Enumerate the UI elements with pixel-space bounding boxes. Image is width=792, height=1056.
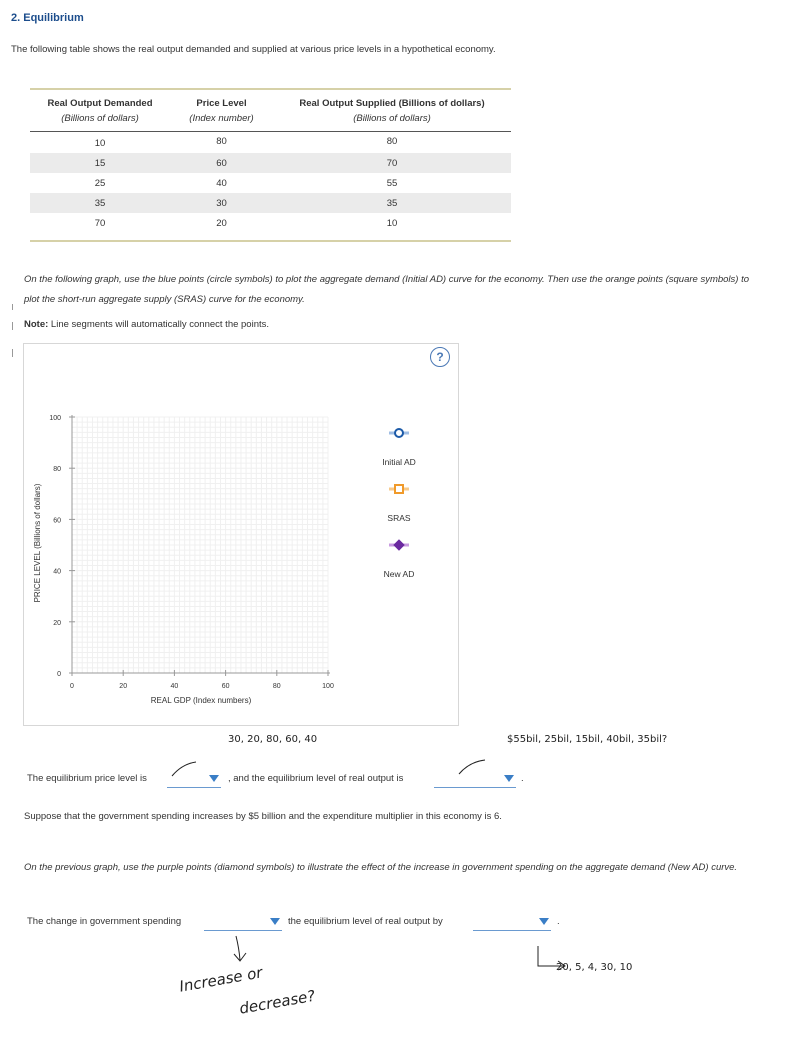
x-axis-label: REAL GDP (Index numbers) — [150, 696, 252, 705]
chevron-down-icon — [270, 918, 280, 925]
table-cell: 80 — [386, 136, 398, 147]
intro-text: The following table shows the real output demanded and supplied at various price levels in a hypothetical economy. — [11, 44, 496, 55]
scenario-text: Suppose that the government spending increases by $5 billion and the expenditure multiplier in this economy is 6. — [24, 811, 502, 822]
plot-instructions: On the following graph, use the blue points (circle symbols) to plot the aggregate demand (Initial AD) curve for the economy. Then use the orange points (square symbols) to plot the short-run aggregate supply (SRAS) curve for the economy. — [24, 274, 750, 305]
graph-grid — [72, 417, 328, 673]
column-label: Real Output Supplied (Billions of dollars) — [299, 98, 485, 109]
equilibrium-output-dropdown[interactable] — [434, 771, 516, 788]
table-row — [30, 173, 511, 193]
table-header-divider — [30, 131, 511, 132]
table-bottom-rule — [30, 240, 511, 242]
chevron-down-icon — [539, 918, 549, 925]
table-cell: 70 — [273, 153, 511, 173]
table-cell: 25 — [94, 177, 106, 189]
increase-note-line1: Increase or — [178, 963, 264, 996]
table-cell: 80 — [216, 136, 227, 147]
column-header-price — [170, 90, 273, 130]
table-cell: 15 — [30, 153, 170, 173]
margin-mark — [12, 322, 13, 330]
x-tick-label: 0 — [70, 683, 74, 690]
table-cell: 20 — [216, 217, 227, 229]
column-label: Price Level — [196, 98, 247, 109]
table-cell: 30 — [170, 193, 273, 213]
new-ad-tool[interactable] — [384, 540, 415, 579]
table-row — [30, 193, 511, 213]
output-change-dropdown[interactable] — [473, 914, 551, 931]
instruction-2: On the previous graph, use the purple points (diamond symbols) to illustrate the effect of the increase in government spending on the aggregate demand (New AD) curve. — [24, 862, 738, 873]
output-options-note: $55bil, 25bil, 15bil, 40bil, 35bil? — [507, 734, 668, 745]
table-cell: 40 — [216, 177, 227, 189]
margin-mark — [12, 349, 13, 357]
q1-end: . — [521, 773, 524, 784]
chevron-down-icon — [209, 775, 219, 782]
q2-end: . — [557, 916, 560, 927]
table-cell: 55 — [386, 177, 398, 189]
diamond-icon — [394, 540, 404, 550]
column-sub-label: (Billions of dollars) — [353, 113, 431, 124]
y-axis-label: PRICE LEVEL (Billions of dollars) — [33, 483, 42, 603]
y-tick-label: 100 — [49, 415, 61, 422]
help-icon[interactable]: ? — [430, 347, 450, 367]
y-tick-label: 0 — [57, 671, 61, 678]
page-title: 2. Equilibrium — [11, 12, 84, 24]
table-cell: 35 — [273, 193, 511, 213]
graph-svg[interactable] — [23, 343, 459, 726]
increase-note-line2: decrease? — [238, 986, 317, 1018]
note — [24, 319, 269, 330]
table-cell: 10 — [386, 217, 398, 229]
table-row — [30, 130, 511, 153]
y-tick-label: 20 — [53, 619, 61, 627]
q1-middle: , and the equilibrium level of real output is — [228, 773, 404, 784]
column-label: Real Output Demanded — [47, 98, 153, 109]
x-tick-label: 60 — [221, 683, 230, 690]
x-tick-label: 100 — [322, 683, 334, 690]
table-row — [30, 153, 511, 173]
data-table — [30, 90, 511, 233]
y-tick-label: 80 — [53, 466, 61, 474]
table-cell: 10 — [94, 137, 106, 149]
initial-ad-tool[interactable] — [382, 429, 416, 467]
column-sub-label: (Billions of dollars) — [61, 113, 139, 124]
down-arrow-icon — [228, 934, 250, 966]
legend-label: Initial AD — [382, 457, 416, 467]
sras-tool[interactable] — [387, 485, 410, 523]
note-text: Line segments will automatically connect the points. — [50, 319, 270, 330]
x-tick-label: 80 — [272, 683, 281, 690]
y-tick-label: 60 — [53, 517, 61, 525]
table-cell: 35 — [30, 193, 170, 213]
square-icon — [395, 485, 403, 493]
column-header-demanded — [30, 90, 170, 130]
margin-mark — [12, 304, 13, 310]
amount-options-note: 20, 5, 4, 30, 10 — [556, 962, 633, 973]
x-tick-label: 40 — [170, 683, 179, 690]
circle-icon — [395, 429, 403, 437]
table-row — [30, 213, 511, 233]
table-cell: 60 — [170, 153, 273, 173]
column-header-supplied — [273, 90, 511, 130]
column-sub-label: (Index number) — [189, 113, 254, 124]
y-tick-label: 40 — [53, 568, 61, 576]
chevron-down-icon — [504, 775, 514, 782]
q2-prefix: The change in government spending — [27, 916, 182, 927]
equilibrium-price-dropdown[interactable] — [167, 771, 221, 788]
legend-label: New AD — [383, 569, 415, 579]
price-options-note: 30, 20, 80, 60, 40 — [228, 734, 318, 745]
table-cell: 70 — [94, 217, 106, 229]
legend-label: SRAS — [387, 513, 411, 523]
note-label: Note: — [24, 319, 49, 330]
x-tick-label: 20 — [119, 683, 128, 690]
q1-prefix: The equilibrium price level is — [27, 773, 147, 784]
spending-direction-dropdown[interactable] — [204, 914, 282, 931]
q2-middle: the equilibrium level of real output by — [288, 916, 443, 927]
